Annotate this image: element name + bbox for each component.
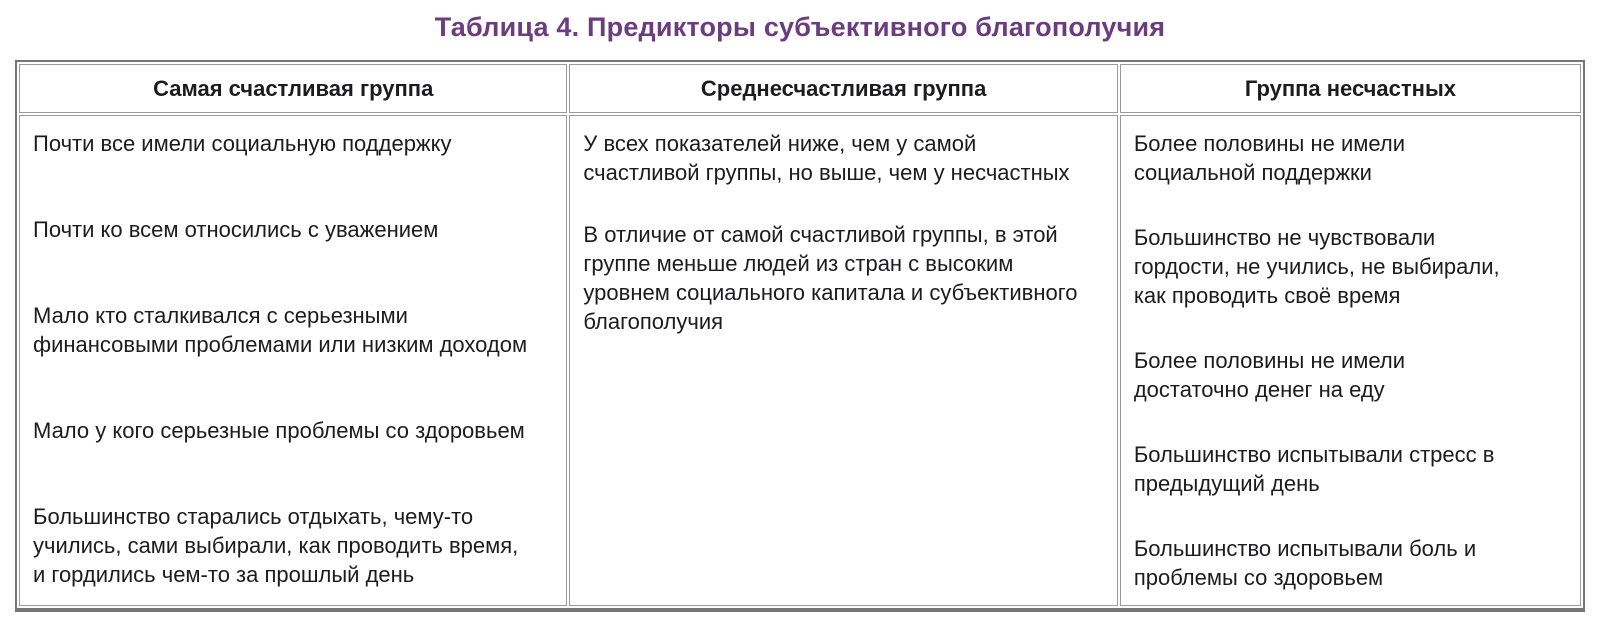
table-cell-paragraph: Мало у кого серьезные проблемы со здоровьем — [33, 418, 525, 443]
table-cell-paragraph: У всех показателей ниже, чем у самой счастливой группы, но выше, чем у несчастных — [583, 131, 1070, 185]
happiest-group-items — [33, 129, 553, 589]
table-cell-paragraph: Почти ко всем относились с уважением — [33, 217, 439, 242]
header-unhappy-group: Группа несчастных — [1120, 64, 1581, 113]
predictors-table — [15, 60, 1585, 612]
table-cell-paragraph: Большинство испытывали боль и проблемы со здоровьем — [1133, 536, 1477, 590]
page-title: Таблица 4. Предикторы субъективного благополучия — [434, 12, 1166, 42]
table-cell-paragraph: Более половины не имели достаточно денег на еду — [1133, 348, 1405, 402]
header-happiest-group: Самая счастливая группа — [19, 64, 567, 113]
table-cell-paragraph: В отличие от самой счастливой группы, в этой группе меньше людей из стран с высоким уровнем социального капитала и субъективного благополучия — [583, 222, 1078, 334]
table-body-row — [19, 115, 1581, 606]
table-header-row — [19, 64, 1581, 113]
happiest-group-cell — [19, 115, 567, 606]
table-cell-paragraph: Мало кто сталкивался с серьезными финансовыми проблемами или низким доходом — [33, 303, 528, 357]
unhappy-group-items — [1134, 129, 1567, 592]
table-cell-paragraph: Большинство испытывали стресс в предыдущий день — [1133, 442, 1495, 496]
medium-happy-group-cell — [569, 115, 1117, 606]
unhappy-group-cell — [1120, 115, 1581, 606]
table-cell-paragraph: Более половины не имели социальной поддержки — [1133, 131, 1405, 185]
table-cell-paragraph: Большинство старались отдыхать, чему-то учились, сами выбирали, как проводить время, и гордились чем-то за прошлый день — [33, 504, 519, 587]
table-cell-paragraph: Большинство не чувствовали гордости, не учились, не выбирали, как проводить своё время — [1133, 225, 1500, 308]
table-cell-paragraph: Почти все имели социальную поддержку — [33, 131, 452, 156]
medium-happy-group-items — [583, 129, 1103, 336]
header-medium-happy-group: Среднесчастливая группа — [569, 64, 1117, 113]
